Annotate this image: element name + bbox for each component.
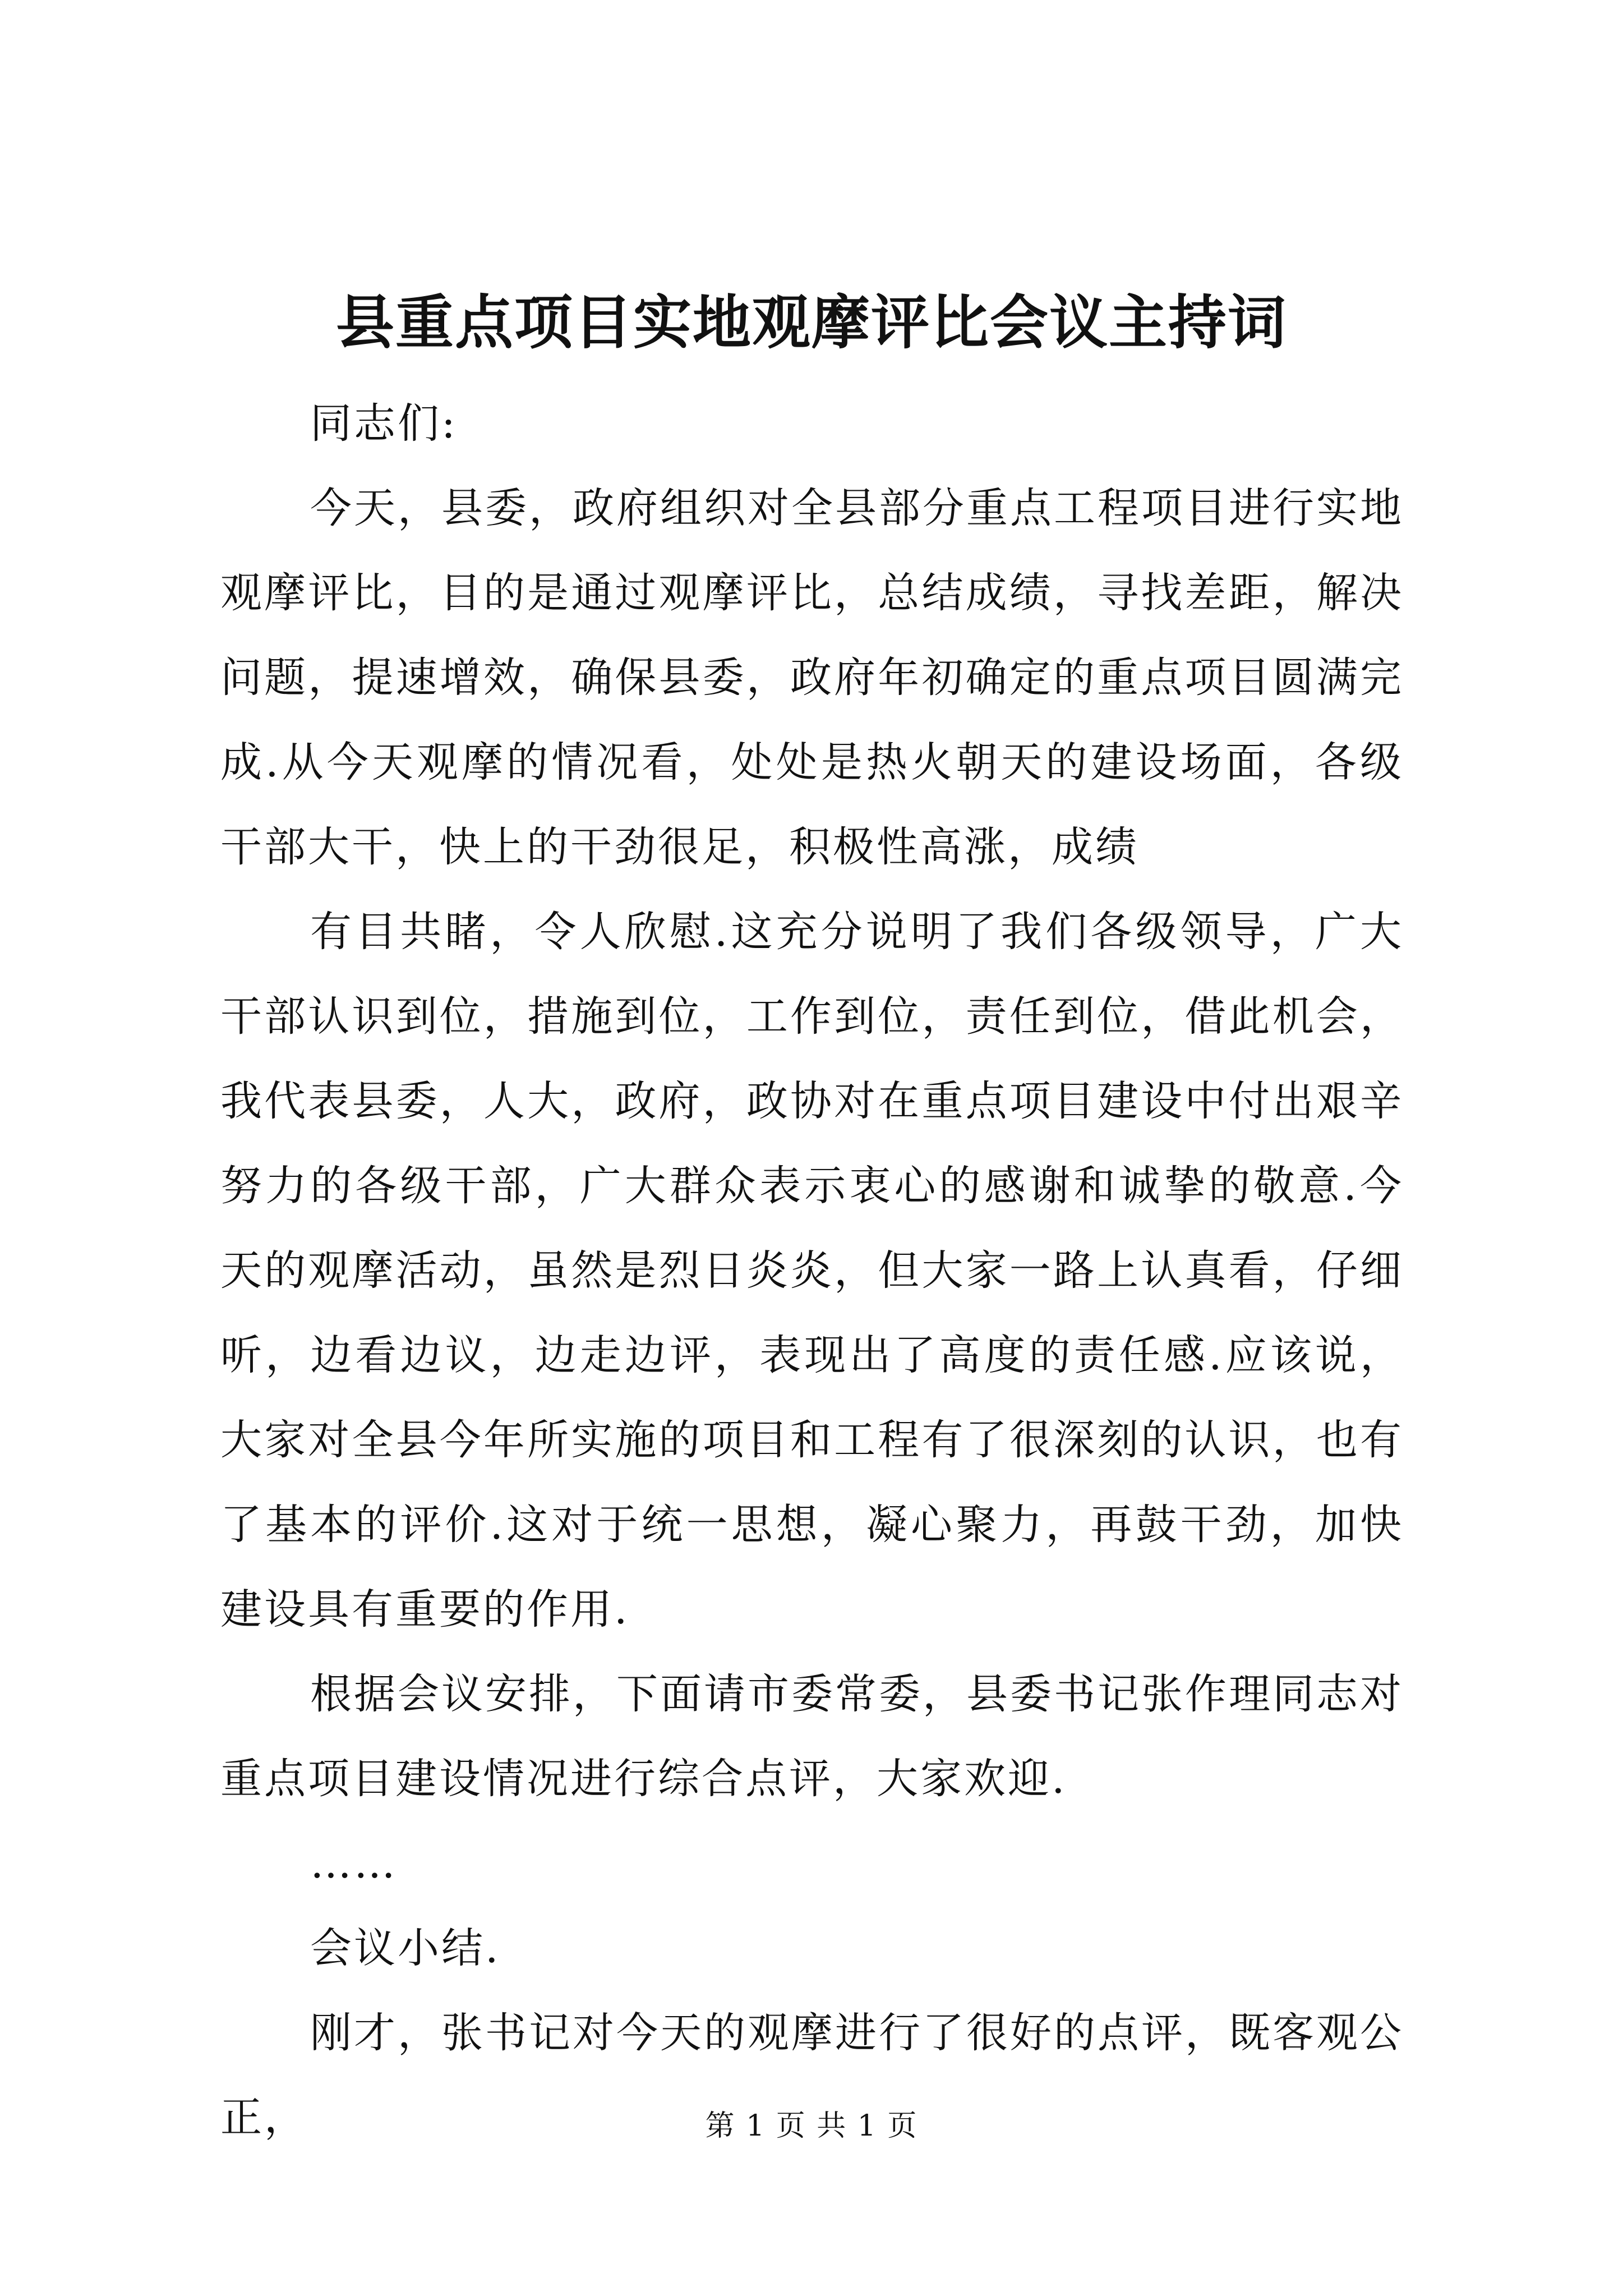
paragraph-agenda: 根据会议安排，下面请市委常委，县委书记张作理同志对重点项目建设情况进行综合点评，大家欢迎. — [220, 1670, 1404, 1803]
paragraph-acknowledgement: 有目共睹，令人欣慰.这充分说明了我们各级领导，广大干部认识到位，措施到位，工作到位，责任到位，借此机会，我代表县委，人大，政府，政协对在重点项目建设中付出艰辛努力的各级干部，广大群众表示衷心的感谢和诚挚的敬意.今天的观摩活动，虽然是烈日炎炎，但大家一路上认真看，仔细听，边看边议，边走边评，表现出了高度的责任感.应该说，大家对全县今年所实施的项目和工程有了很深刻的认识，也有了基本的评价.这对于统一思想，凝心聚力，再鼓干劲，加快建设具有重要的作用. — [220, 908, 1404, 1634]
paragraph-opening: 今天，县委，政府组织对全县部分重点工程项目进行实地观摩评比，目的是通过观摩评比，总结成绩，寻找差距，解决问题，提速增效，确保县委，政府年初确定的重点项目圆满完成.从今天观摩的情况看，处处是热火朝天的建设场面，各级干部大干，快上的干劲很足，积极性高涨，成绩 — [220, 484, 1404, 871]
page-footer: 第 1 页 共 1 页 — [705, 2109, 918, 2143]
document-body — [220, 381, 1404, 2160]
paragraph-ellipsis: …… — [310, 1839, 398, 1888]
document-title: 县重点项目实地观摩评比会议主持词 — [335, 288, 1287, 357]
paragraph-summary: 刚才，张书记对今天的观摩进行了很好的点评，既客观公正， — [220, 2009, 1404, 2142]
paragraph-greeting: 同志们: — [310, 399, 458, 448]
paragraph-summary-heading: 会议小结. — [310, 1924, 501, 1972]
